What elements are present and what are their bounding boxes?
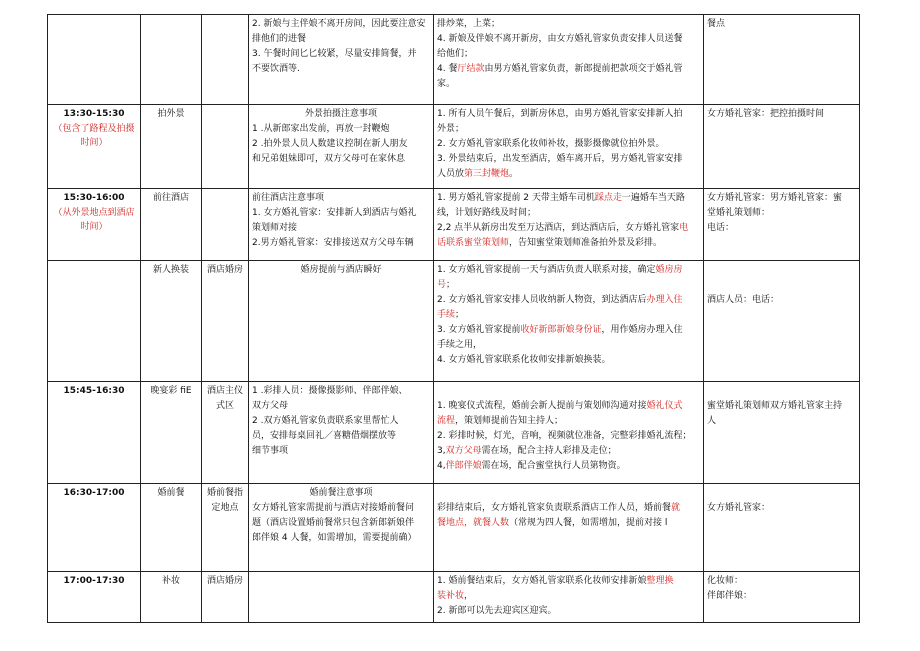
contact-line: 餐点 bbox=[707, 19, 726, 29]
process-line bbox=[437, 574, 700, 589]
process-text: 需在场，配合主持人彩排及走位； bbox=[481, 446, 617, 456]
table-row bbox=[48, 382, 860, 484]
process-cell bbox=[434, 484, 704, 572]
process-text: ； bbox=[455, 310, 465, 320]
item-cell bbox=[141, 15, 202, 105]
process-line bbox=[437, 137, 700, 152]
notes-line: 员，安排每桌回礼／喜糖借烟摆放等 bbox=[252, 431, 397, 441]
time-note: （从外景地点到酒店时间） bbox=[53, 208, 135, 232]
contact-cell bbox=[704, 189, 860, 261]
item-cell bbox=[141, 105, 202, 189]
item-cell bbox=[141, 572, 202, 623]
process-text: 一遍婚车当天路 bbox=[621, 193, 685, 203]
process-text: ， bbox=[464, 591, 474, 601]
table-row bbox=[48, 484, 860, 572]
process-text: 外景； bbox=[437, 124, 465, 134]
location-cell bbox=[202, 572, 249, 623]
time-cell bbox=[48, 572, 141, 623]
notes-line: 细节事项 bbox=[252, 446, 289, 456]
process-cell bbox=[434, 105, 704, 189]
location-cell bbox=[202, 189, 249, 261]
process-highlight: 手续 bbox=[437, 310, 456, 320]
process-text: 1. 男方婚礼管家提前 2 天带主婚车司机 bbox=[437, 193, 595, 203]
table-row bbox=[48, 572, 860, 623]
process-line bbox=[437, 338, 700, 353]
process-highlight: 餐地点，就餐人数 bbox=[437, 518, 510, 528]
contact-cell bbox=[704, 261, 860, 382]
process-highlight: 双方父母 bbox=[445, 446, 482, 456]
contact-line: 化妆师： bbox=[707, 576, 744, 586]
location-cell bbox=[202, 382, 249, 484]
notes-line: 题（酒店设置婚前餐常只包含新郎新娘伴 bbox=[252, 518, 415, 528]
process-line bbox=[437, 263, 700, 278]
contact-line bbox=[707, 278, 856, 293]
item-cell bbox=[141, 382, 202, 484]
schedule-body bbox=[48, 15, 860, 623]
process-line bbox=[437, 399, 700, 414]
process-line bbox=[437, 206, 700, 221]
table-row bbox=[48, 15, 860, 105]
process-text: 1. 晚宴仪式流程，婚前会新人提前与策划师沟通对接 bbox=[437, 401, 647, 411]
notes-cell bbox=[249, 572, 434, 623]
contact-line bbox=[707, 263, 856, 278]
process-line bbox=[437, 353, 700, 368]
time-range: 16:30-17:00 bbox=[63, 488, 125, 498]
process-line bbox=[437, 501, 700, 516]
time-range: 17:00-17:30 bbox=[63, 576, 125, 586]
process-text: 给他们； bbox=[437, 49, 474, 59]
process-line bbox=[437, 308, 700, 323]
contact-line: 电话： bbox=[707, 223, 735, 233]
notes-line: 策划师对接 bbox=[252, 223, 298, 233]
process-text: 4. 新娘及伴娘不离开新房，由女方婚礼管家负责安排人员送餐 bbox=[437, 34, 683, 44]
process-highlight: 第三封鞭炮 bbox=[464, 169, 510, 179]
process-text: 。 bbox=[509, 169, 519, 179]
contact-line bbox=[707, 384, 856, 399]
location-label: 酒店婚房 bbox=[206, 576, 243, 586]
location-label: 婚前餐指定地点 bbox=[206, 488, 243, 513]
table-row bbox=[48, 261, 860, 382]
notes-cell bbox=[249, 105, 434, 189]
process-line bbox=[437, 236, 700, 251]
process-line bbox=[437, 152, 700, 167]
notes-title: 外景拍摄注意事项 bbox=[304, 109, 377, 119]
notes-line: 2. 新娘与主伴娘不离开房间，因此要注意安 bbox=[252, 19, 426, 29]
process-text: 4. 餐 bbox=[437, 64, 458, 74]
contact-cell bbox=[704, 572, 860, 623]
notes-line: 2.男方婚礼管家：安排接送双方父母车辆 bbox=[252, 238, 414, 248]
notes-line: 1 .从新郎家出发前，再放一封鞭炮 bbox=[252, 124, 390, 134]
process-text: 人员放 bbox=[437, 169, 465, 179]
notes-line: 郎伴娘 4 人餐，如需增加，需要提前确） bbox=[252, 533, 417, 543]
process-line bbox=[437, 384, 700, 399]
location-cell bbox=[202, 105, 249, 189]
process-line bbox=[437, 604, 700, 619]
notes-line: 女方婚礼管家需提前与酒店对接婚前餐问 bbox=[252, 503, 415, 513]
notes-cell bbox=[249, 15, 434, 105]
notes-line: 1 .彩排人员：摄像摄影师、伴郎伴娘、 bbox=[252, 386, 408, 396]
process-highlight: 踩点走 bbox=[594, 193, 622, 203]
item-cell bbox=[141, 189, 202, 261]
time-range: 15:30-16:00 bbox=[63, 193, 125, 203]
schedule-table bbox=[47, 14, 860, 623]
process-line bbox=[437, 516, 700, 531]
location-label: 酒店主仪式区 bbox=[206, 386, 243, 411]
contact-cell bbox=[704, 15, 860, 105]
location-label: 酒店婚房 bbox=[206, 265, 243, 275]
process-line bbox=[437, 167, 700, 182]
process-line bbox=[437, 107, 700, 122]
location-cell bbox=[202, 15, 249, 105]
process-text: 3. 外景结束后，出发至酒店，婚车离开后，男方婚礼管家安排 bbox=[437, 154, 683, 164]
contact-line: 伴郎伴娘： bbox=[707, 591, 753, 601]
notes-line: 双方父母 bbox=[252, 401, 289, 411]
process-line bbox=[437, 278, 700, 293]
location-cell bbox=[202, 484, 249, 572]
notes-cell bbox=[249, 382, 434, 484]
process-highlight: 号 bbox=[437, 280, 447, 290]
process-highlight: 办理入住 bbox=[646, 295, 683, 305]
process-text: 1. 所有人员午餐后，到新房休息，由男方婚礼管家安排新人拍 bbox=[437, 109, 683, 119]
notes-line: 1. 女方婚礼管家：安排新人到酒店与婚礼 bbox=[252, 208, 417, 218]
process-highlight: 婚房房 bbox=[655, 265, 683, 275]
process-line bbox=[437, 221, 700, 236]
process-line bbox=[437, 589, 700, 604]
item-cell bbox=[141, 484, 202, 572]
process-line bbox=[437, 47, 700, 62]
contact-cell bbox=[704, 105, 860, 189]
item-label: 前往酒店 bbox=[152, 193, 189, 203]
item-label: 婚前餐 bbox=[157, 488, 185, 498]
process-text: 2. 新郎可以先去迎宾区迎宾。 bbox=[437, 606, 557, 616]
item-label: 拍外景 bbox=[157, 109, 185, 119]
process-text: 1. 女方婚礼管家提前一天与酒店负责人联系对接，确定 bbox=[437, 265, 656, 275]
process-text: ，策划师提前告知主持人； bbox=[455, 416, 564, 426]
process-line bbox=[437, 62, 700, 77]
process-line bbox=[437, 32, 700, 47]
process-text: 线，计划好路线及时间； bbox=[437, 208, 537, 218]
process-text: 2. 女方婚礼管家联系化妆师补妆，摄影摄像就位拍外景。 bbox=[437, 139, 665, 149]
process-text: 排炒菜，上菜； bbox=[437, 19, 501, 29]
process-text: 4. 女方婚礼管家联系化妆师安排新娘换装。 bbox=[437, 355, 611, 365]
table-row bbox=[48, 189, 860, 261]
contact-cell bbox=[704, 484, 860, 572]
process-highlight: 装补妆 bbox=[437, 591, 465, 601]
notes-title: 婚前餐注意事项 bbox=[309, 488, 373, 498]
notes-line: 2 .双方婚礼管家负责联系家里帮忙人 bbox=[252, 416, 399, 426]
table-row bbox=[48, 105, 860, 189]
time-cell bbox=[48, 189, 141, 261]
time-range: 13:30-15:30 bbox=[63, 109, 125, 119]
notes-line: 3. 午餐时间匕匕较紧，尽量安排简餐，并 bbox=[252, 49, 417, 59]
process-text: 4, bbox=[437, 461, 446, 471]
contact-line: 酒店人员：电话： bbox=[707, 295, 780, 305]
time-cell bbox=[48, 261, 141, 382]
location-cell bbox=[202, 261, 249, 382]
time-cell bbox=[48, 15, 141, 105]
process-line bbox=[437, 444, 700, 459]
process-text: 2. 女方婚礼管家安排人员收纳新人物资，到达酒店后 bbox=[437, 295, 647, 305]
process-text: 手续之用， bbox=[437, 340, 483, 350]
time-note: （包含了路程及拍摄时间） bbox=[53, 124, 135, 148]
process-line bbox=[437, 414, 700, 429]
process-line bbox=[437, 293, 700, 308]
process-text: 由男方婚礼管家负责，新郎提前把款项交于婚礼管 bbox=[484, 64, 683, 74]
item-label: 晚宴彩 fiE bbox=[150, 386, 192, 396]
process-cell bbox=[434, 189, 704, 261]
contact-line: 堂婚礼策划师： bbox=[707, 208, 771, 218]
process-highlight: 婚礼仪式 bbox=[646, 401, 683, 411]
process-highlight: 话联系蜜堂策划师 bbox=[437, 238, 510, 248]
process-cell bbox=[434, 15, 704, 105]
process-highlight: 流程 bbox=[437, 416, 456, 426]
process-text: （常规为四人餐，如需增加，提前对接 l bbox=[509, 518, 668, 528]
process-highlight: 就 bbox=[671, 503, 681, 513]
contact-line: 蜜堂婚礼策划师双方婚礼管家主持 bbox=[707, 401, 843, 411]
process-text: 需在场，配合蜜堂执行人员第物资。 bbox=[481, 461, 626, 471]
contact-line: 女方婚礼管家：把控拍摄时间 bbox=[707, 109, 825, 119]
process-line bbox=[437, 122, 700, 137]
item-label: 新人换装 bbox=[152, 265, 189, 275]
item-cell bbox=[141, 261, 202, 382]
notes-cell bbox=[249, 261, 434, 382]
contact-cell bbox=[704, 382, 860, 484]
process-line bbox=[437, 459, 700, 474]
process-highlight: 厅结款 bbox=[457, 64, 485, 74]
process-text: ，用作婚房办理入住 bbox=[601, 325, 683, 335]
process-line bbox=[437, 191, 700, 206]
time-range: 15:45-16:30 bbox=[63, 386, 125, 396]
process-cell bbox=[434, 382, 704, 484]
process-text: 3. 女方婚礼管家提前 bbox=[437, 325, 521, 335]
contact-line: 女方婚礼管家： bbox=[707, 503, 771, 513]
notes-line: 排他们的进餐 bbox=[252, 34, 307, 44]
process-highlight: 整理换 bbox=[646, 576, 674, 586]
process-line bbox=[437, 77, 700, 92]
process-line bbox=[437, 323, 700, 338]
notes-title: 婚房提前与酒店瞬好 bbox=[300, 265, 382, 275]
time-cell bbox=[48, 382, 141, 484]
contact-line: 人 bbox=[707, 416, 717, 426]
process-line bbox=[437, 486, 700, 501]
contact-line: 女方婚礼管家：男方婚礼管家：蜜 bbox=[707, 193, 843, 203]
item-label: 补妆 bbox=[161, 576, 180, 586]
process-text: 1. 婚前餐结束后，女方婚礼管家联系化妆师安排新娘 bbox=[437, 576, 647, 586]
process-cell bbox=[434, 572, 704, 623]
process-text: ； bbox=[446, 280, 456, 290]
process-text: 3, bbox=[437, 446, 446, 456]
notes-line: 前往酒店注意事项 bbox=[252, 193, 325, 203]
process-text: 2. 彩排时候，灯光，音响，视频就位准备，完整彩排婚礼流程； bbox=[437, 431, 692, 441]
process-text: ，告知蜜堂策划师准备拍外景及彩排。 bbox=[509, 238, 663, 248]
time-cell bbox=[48, 105, 141, 189]
notes-line: 和兄弟姐妹即可，双方父母可在家休息 bbox=[252, 154, 406, 164]
time-cell bbox=[48, 484, 141, 572]
notes-line: 不要饮酒等. bbox=[252, 64, 300, 74]
notes-cell bbox=[249, 189, 434, 261]
process-line bbox=[437, 17, 700, 32]
process-highlight: 电 bbox=[679, 223, 689, 233]
notes-cell bbox=[249, 484, 434, 572]
process-line bbox=[437, 429, 700, 444]
contact-line bbox=[707, 486, 856, 501]
process-line bbox=[437, 531, 700, 546]
process-text: 家。 bbox=[437, 79, 456, 89]
process-highlight: 伴郎伴娘 bbox=[445, 461, 482, 471]
process-text: 彩排结束后，女方婚礼管家负责联系酒店工作人员，婚前餐 bbox=[437, 503, 672, 513]
process-highlight: 收好新郎新娘身份证 bbox=[520, 325, 602, 335]
process-cell bbox=[434, 261, 704, 382]
process-text: 2,2 点半从新房出发至万达酒店，到达酒店后，女方婚礼管家 bbox=[437, 223, 680, 233]
notes-line: 2 .拍外景人员人数建议控制在新人朋友 bbox=[252, 139, 408, 149]
